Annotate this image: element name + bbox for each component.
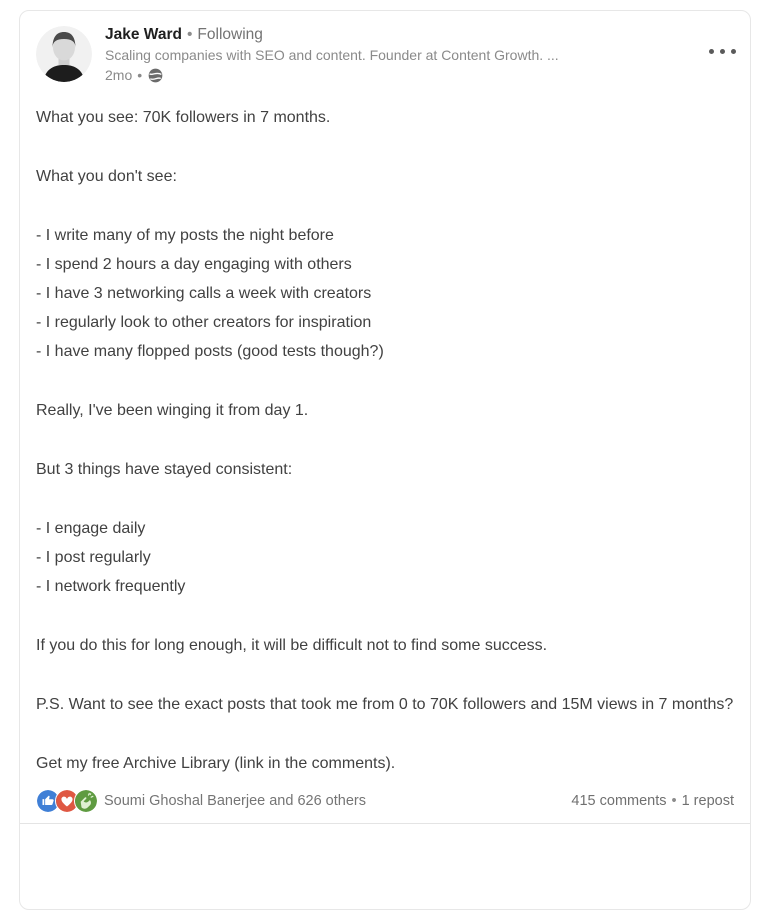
celebrate-reaction-icon	[74, 789, 98, 813]
ellipsis-icon	[709, 49, 714, 54]
globe-icon	[148, 68, 163, 83]
social-counts-bar	[36, 786, 734, 816]
post-list-item: - I spend 2 hours a day engaging with others	[36, 256, 352, 273]
meta-separator: •	[137, 67, 143, 83]
post-paragraph: What you don't see:	[36, 168, 177, 185]
post-paragraph: Really, I've been winging it from day 1.	[36, 402, 309, 419]
reactions-summary[interactable]	[36, 789, 366, 813]
reposts-count[interactable]: 1 repost	[681, 793, 734, 809]
counts-separator: •	[671, 793, 677, 809]
post-card	[19, 10, 751, 910]
post-list	[36, 221, 734, 366]
author-name[interactable]: Jake Ward	[105, 26, 182, 43]
reaction-icons	[36, 789, 98, 813]
avatar[interactable]	[36, 26, 92, 82]
post-paragraph: If you do this for long enough, it will be difficult not to find some success.	[36, 637, 548, 654]
comments-count[interactable]: 415 comments	[571, 793, 667, 809]
ellipsis-icon	[731, 49, 736, 54]
post-paragraph: What you see: 70K followers in 7 months.	[36, 109, 331, 126]
post-meta	[105, 65, 734, 85]
post-list-item: - I post regularly	[36, 549, 151, 566]
post-body	[36, 103, 734, 778]
name-separator: •	[186, 26, 193, 43]
divider	[20, 823, 750, 824]
post-list-item: - I have 3 networking calls a week with creators	[36, 285, 372, 302]
name-row	[105, 24, 734, 45]
ellipsis-icon	[720, 49, 725, 54]
header-text	[105, 23, 734, 85]
avatar-photo	[36, 26, 92, 82]
post-list	[36, 514, 734, 601]
reactors-text[interactable]: Soumi Ghoshal Banerjee and 626 others	[104, 793, 366, 809]
post-list-item: - I have many flopped posts (good tests though?)	[36, 343, 384, 360]
post-list-item: - I network frequently	[36, 578, 186, 595]
post-paragraph: P.S. Want to see the exact posts that took me from 0 to 70K followers and 15M views in 7 months?	[36, 696, 734, 713]
engagement-counts	[571, 793, 734, 809]
post-list-item: - I write many of my posts the night before	[36, 227, 334, 244]
post-list-item: - I regularly look to other creators for inspiration	[36, 314, 372, 331]
post-header	[36, 23, 734, 93]
post-age: 2mo	[105, 67, 133, 83]
author-headline: Scaling companies with SEO and content. Founder at Content Growth. ...	[105, 47, 559, 63]
following-status[interactable]: Following	[197, 26, 263, 43]
overflow-menu-button[interactable]	[684, 37, 736, 65]
post-paragraph: But 3 things have stayed consistent:	[36, 461, 293, 478]
post-paragraph: Get my free Archive Library (link in the comments).	[36, 755, 396, 772]
post-list-item: - I engage daily	[36, 520, 146, 537]
